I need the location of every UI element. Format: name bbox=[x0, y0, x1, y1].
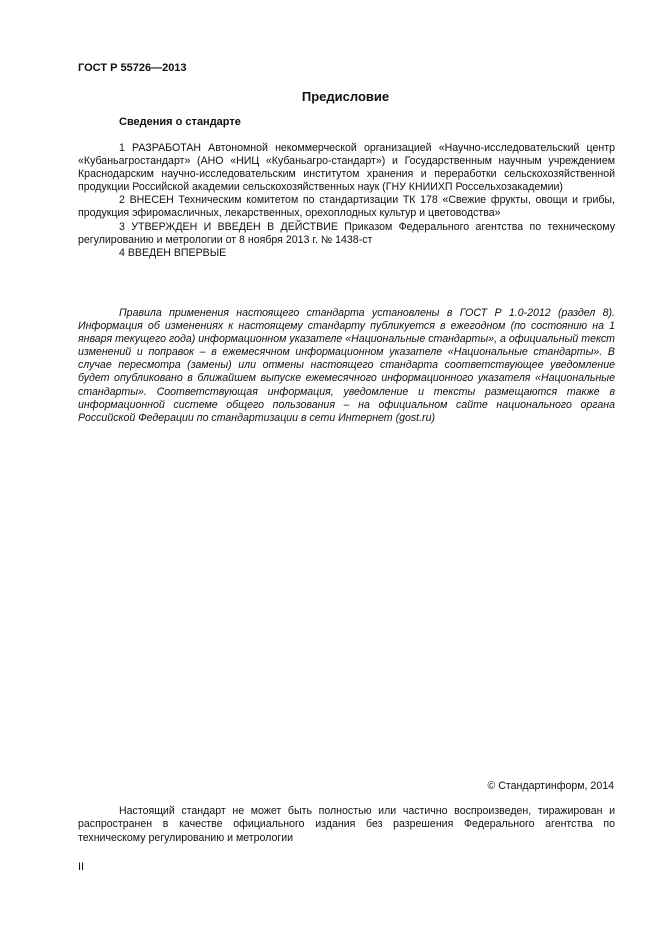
info-item-3: 3 УТВЕРЖДЕН И ВВЕДЕН В ДЕЙСТВИЕ Приказом Федерального агентства по техническому регулированию и метрологии от 8 ноября 2013 г. № 1438-ст bbox=[78, 220, 615, 246]
info-item-2: 2 ВНЕСЕН Техническим комитетом по стандартизации ТК 178 «Свежие фрукты, овощи и грибы, продукция эфиромасличных, лекарственных, орехоплодных культур и цветоводства» bbox=[78, 194, 615, 220]
application-notice bbox=[78, 307, 615, 425]
section-title: Сведения о стандарте bbox=[119, 116, 241, 128]
reproduction-notice: Настоящий стандарт не может быть полностью или частично воспроизведен, тиражирован и распространен в качестве официального издания без разрешения Федерального агентства по техническому регулированию и метрологии bbox=[78, 805, 615, 844]
page-title-text: Предисловие bbox=[301, 89, 390, 104]
page-number: II bbox=[78, 861, 85, 873]
standard-info-list bbox=[78, 142, 615, 260]
document-header: ГОСТ Р 55726—2013 bbox=[78, 62, 187, 74]
page-title bbox=[0, 89, 661, 104]
info-item-1: 1 РАЗРАБОТАН Автономной некоммерческой организацией «Научно-исследовательский центр «Кубаньагростандарт» (АНО «НИЦ «Кубаньагро-стандарт») и Государственным научным учреждением Краснодарским научно-исследовательским институтом хранения и переработки сельскохозяйственной продукции Российской академии сельскохозяйственных наук (ГНУ КНИИХП Россельхозакадемии) bbox=[78, 142, 615, 194]
info-item-4: 4 ВВЕДЕН ВПЕРВЫЕ bbox=[119, 246, 227, 259]
notice-paragraph: Правила применения настоящего стандарта установлены в ГОСТ Р 1.0-2012 (раздел 8). Информация об изменениях к настоящему стандарту публикуется в ежегодном (по состоянию на 1 января текущего года) информационном указателе «Национальные стандарты», а официальный текст изменений и поправок – в ежемесячном информационном указателе «Национальные стандарты». В случае пересмотра (замены) или отмены настоящего стандарта соответствующее уведомление будет опубликовано в ближайшем выпуске ежемесячного информационного указателя «Национальные стандарты». Соответствующая информация, уведомление и тексты размещаются также в информационной системе общего пользования – на официальном сайте национального органа Российской Федерации по стандартизации в сети Интернет (gost.ru) bbox=[78, 307, 615, 424]
copyright: © Стандартинформ, 2014 bbox=[487, 780, 614, 792]
